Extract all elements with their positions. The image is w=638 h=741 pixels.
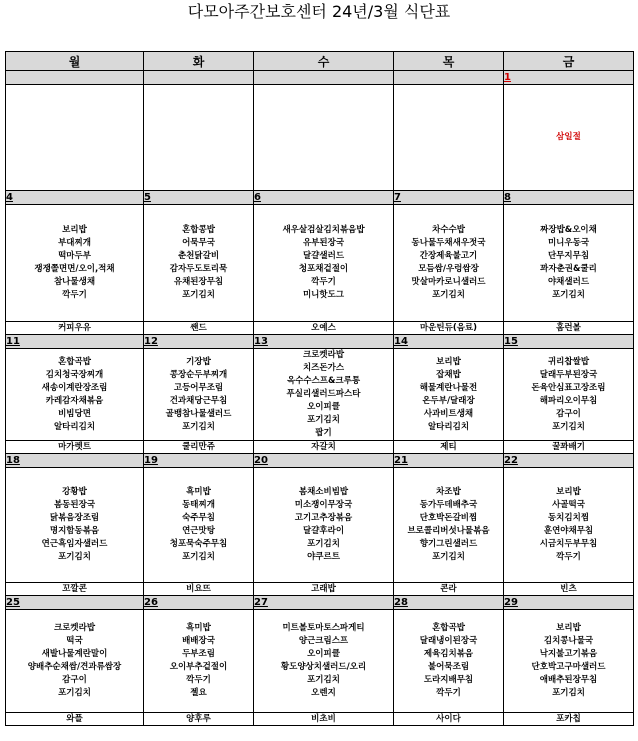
menu-item: 향기그린샐러드 (419, 539, 478, 549)
date-cell: 1 (504, 71, 634, 85)
menu-item: 닭볶음장조림 (49, 513, 100, 523)
menu-item: 낙지불고기볶음 (539, 649, 598, 659)
menu-item: 새발나물계란말이 (41, 649, 108, 659)
menu-cell (254, 610, 394, 713)
menu-item: 흑미밥 (186, 623, 211, 633)
menu-cell (394, 610, 504, 713)
menu-item: 김치콩나물국 (543, 636, 594, 646)
date-cell: 18 (6, 454, 144, 468)
date-cell: 7 (394, 191, 504, 205)
menu-item: 보리밥 (556, 487, 581, 497)
menu-item: 동치김치찜 (547, 513, 590, 523)
menu-cell (254, 205, 394, 322)
menu-item: 숙주무침 (182, 513, 215, 523)
date-cell: 5 (144, 191, 254, 205)
menu-item: 건과채당근무침 (169, 395, 228, 406)
snack-cell: 와플 (6, 713, 144, 726)
menu-item: 고등어무조림 (173, 382, 224, 393)
menu-item: 포기김치 (182, 290, 215, 300)
menu-item: 미니핫도그 (302, 290, 345, 300)
menu-item: 황도양상치샐러드/오리 (280, 662, 367, 672)
menu-item: 애배추된장무침 (539, 675, 598, 685)
menu-item: 크로켓라밥 (53, 623, 96, 633)
menu-item: 젤요 (190, 688, 207, 698)
menu-item: 야쿠르트 (307, 552, 340, 562)
menu-item: 달걀샐러드 (302, 251, 345, 261)
menu-item: 감자두도토리묵 (169, 264, 228, 274)
menu-item: 포기김치 (58, 688, 91, 698)
menu-cell (394, 205, 504, 322)
snack-cell: 양후루 (144, 713, 254, 726)
menu-item: 연근흑임자샐러드 (41, 539, 108, 549)
date-cell: 22 (504, 454, 634, 468)
date-cell: 25 (6, 596, 144, 610)
menu-cell (6, 468, 144, 583)
menu-item: 기장밥 (186, 356, 211, 367)
menu-item: 오렌지 (311, 688, 336, 698)
menu-item: 미트볼토마토스파게티 (282, 623, 365, 633)
menu-item: 삼일절 (556, 132, 581, 142)
snack-cell: 포카칩 (504, 713, 634, 726)
menu-cell (394, 349, 504, 441)
menu-cell (504, 610, 634, 713)
menu-item: 달걀후라이 (302, 526, 345, 536)
menu-item: 떡마두부 (58, 251, 91, 261)
menu-item: 카레감자채볶음 (45, 395, 104, 406)
menu-item: 참나물생채 (53, 277, 96, 287)
menu-item: 유채된장무침 (173, 277, 224, 287)
menu-item: 봄동된장국 (53, 500, 96, 510)
menu-item: 깍두기 (311, 277, 336, 287)
menu-item: 돈육안심표고장조림 (531, 382, 606, 393)
menu-item: 배배장국 (182, 636, 215, 646)
menu-item: 양근크림스프 (298, 636, 349, 646)
menu-item: 골뱅참나물샐러드 (165, 408, 232, 419)
menu-cell (6, 349, 144, 441)
snack-cell: 커피우유 (6, 322, 144, 335)
menu-item: 미니우동국 (547, 238, 590, 248)
menu-item: 시금치두부무침 (539, 539, 598, 549)
menu-item: 불어묵조림 (427, 662, 470, 672)
menu-item: 깍두기 (436, 688, 461, 698)
menu-cell (144, 205, 254, 322)
menu-item: 포기김치 (307, 415, 340, 425)
menu-item: 혼합곡밥 (58, 356, 91, 367)
menu-item: 비빔당면 (58, 408, 91, 419)
menu-cell (394, 468, 504, 583)
date-cell: 6 (254, 191, 394, 205)
menu-cell (254, 468, 394, 583)
menu-item: 온두부/달래장 (422, 395, 475, 406)
menu-item: 두부조림 (182, 649, 215, 659)
menu-cell (144, 85, 254, 191)
menu-item: 흑미밥 (186, 487, 211, 497)
snack-cell: 비요뜨 (144, 583, 254, 596)
menu-item: 유부된장국 (302, 238, 345, 248)
menu-item: 깍두기 (186, 675, 211, 685)
menu-item: 보리밥 (556, 623, 581, 633)
menu-item: 포기김치 (432, 290, 465, 300)
menu-cell (504, 205, 634, 322)
menu-item: 동가두데배추국 (419, 500, 478, 510)
menu-item: 브로콜리버섯나물볶음 (407, 526, 490, 536)
day-header: 목 (394, 52, 504, 71)
menu-cell (144, 349, 254, 441)
date-cell: 8 (504, 191, 634, 205)
menu-cell (504, 349, 634, 441)
snack-cell: 쿨리만쥬 (144, 441, 254, 454)
date-cell (254, 71, 394, 85)
date-cell (394, 71, 504, 85)
date-cell: 14 (394, 335, 504, 349)
menu-item: 포기김치 (552, 688, 585, 698)
menu-item: 청포묵숙주무침 (169, 539, 228, 549)
menu-cell (144, 468, 254, 583)
menu-item: 깍두기 (62, 290, 87, 300)
menu-item: 포기김치 (307, 539, 340, 549)
menu-item: 새송이계란장조림 (41, 382, 108, 393)
date-cell: 26 (144, 596, 254, 610)
snack-cell: 비초비 (254, 713, 394, 726)
menu-item: 맛살마카로니샐러드 (411, 277, 486, 287)
menu-item: 혼합콩밥 (182, 225, 215, 235)
menu-item: 달래냉이된장국 (419, 636, 478, 646)
date-cell: 15 (504, 335, 634, 349)
menu-item: 깍두기 (556, 552, 581, 562)
menu-item: 동나물두채새우젓국 (411, 238, 486, 248)
date-cell: 27 (254, 596, 394, 610)
menu-cell (6, 610, 144, 713)
date-cell: 12 (144, 335, 254, 349)
menu-item: 차조밥 (436, 487, 461, 497)
menu-item: 잡채밥 (436, 369, 461, 380)
menu-item: 떡국 (66, 636, 83, 646)
date-cell: 20 (254, 454, 394, 468)
menu-item: 단호박고구마샐러드 (531, 662, 606, 672)
date-cell: 4 (6, 191, 144, 205)
date-cell: 11 (6, 335, 144, 349)
snack-cell: 꼬깔콘 (6, 583, 144, 596)
snack-cell: 꿀꽈배기 (504, 441, 634, 454)
menu-cell (504, 85, 634, 191)
day-header: 금 (504, 52, 634, 71)
menu-item: 사과비트생채 (423, 408, 474, 419)
menu-item: 미소쟁이무장국 (294, 500, 353, 510)
menu-item: 간장제육불고기 (419, 251, 478, 261)
snack-cell: 오예스 (254, 322, 394, 335)
day-header: 월 (6, 52, 144, 71)
date-cell: 13 (254, 335, 394, 349)
menu-item: 고기고추장볶음 (294, 513, 353, 523)
menu-cell (6, 85, 144, 191)
snack-cell: 마운틴듀(음료) (394, 322, 504, 335)
menu-cell (254, 349, 394, 441)
menu-item: 오이피클 (307, 649, 340, 659)
date-cell: 29 (504, 596, 634, 610)
menu-item: 춘천닭갈비 (177, 251, 220, 261)
menu-item: 감구이 (556, 408, 581, 419)
menu-item: 크로켓라밥 (302, 350, 345, 360)
menu-item: 팝기 (315, 428, 332, 438)
menu-item: 해파리오이무침 (539, 395, 598, 406)
menu-cell (504, 468, 634, 583)
menu-item: 포기김치 (432, 552, 465, 562)
menu-item: 달래두부된장국 (539, 369, 598, 380)
day-header: 수 (254, 52, 394, 71)
menu-item: 포기김치 (552, 421, 585, 432)
menu-item: 짜장밥&오이채 (540, 225, 597, 235)
menu-item: 훈연야채무침 (543, 526, 594, 536)
date-cell: 28 (394, 596, 504, 610)
page-title: 다모아주간보호센터 24년/3월 식단표 (187, 2, 451, 21)
menu-item: 부대찌개 (58, 238, 91, 248)
menu-item: 푸실리샐러드파스타 (286, 389, 361, 399)
date-cell (6, 71, 144, 85)
menu-item: 단호박돈갈비찜 (419, 513, 478, 523)
menu-item: 치즈돈가스 (302, 363, 345, 373)
menu-item: 귀리찹쌀밥 (547, 356, 590, 367)
menu-item: 강황밥 (62, 487, 87, 497)
menu-item: 포기김치 (307, 675, 340, 685)
menu-cell (394, 85, 504, 191)
menu-cell (144, 610, 254, 713)
menu-cell (6, 205, 144, 322)
menu-item: 연근맛탕 (182, 526, 215, 536)
menu-item: 야채샐러드 (547, 277, 590, 287)
menu-item: 포기김치 (182, 421, 215, 432)
menu-item: 명지함동볶음 (49, 526, 100, 536)
snack-cell: 고래밥 (254, 583, 394, 596)
snack-cell: 사이다 (394, 713, 504, 726)
menu-item: 옥수수스프&크루통 (286, 376, 361, 386)
snack-cell: 콘라 (394, 583, 504, 596)
menu-item: 김치청국장찌개 (45, 369, 104, 380)
menu-item: 차수수밥 (432, 225, 465, 235)
menu-item: 꽈자춘권&쿨리 (540, 264, 597, 274)
snack-cell: 마가렛트 (6, 441, 144, 454)
snack-cell: 쌘드 (144, 322, 254, 335)
menu-item: 알타리김치 (427, 421, 470, 432)
day-header: 화 (144, 52, 254, 71)
date-cell (144, 71, 254, 85)
menu-item: 어묵무국 (182, 238, 215, 248)
menu-item: 보리밥 (62, 225, 87, 235)
menu-item: 포기김치 (552, 290, 585, 300)
snack-cell: 자갈치 (254, 441, 394, 454)
menu-item: 제육김치볶음 (423, 649, 474, 659)
date-cell: 19 (144, 454, 254, 468)
menu-item: 콩장순두부찌개 (169, 369, 228, 380)
snack-cell: 빈츠 (504, 583, 634, 596)
menu-item: 오이피클 (307, 402, 340, 412)
menu-item: 보리밥 (436, 356, 461, 367)
menu-item: 새우살검살김치볶음밥 (282, 225, 365, 235)
menu-item: 포기김치 (182, 552, 215, 562)
menu-item: 사골떡국 (552, 500, 585, 510)
menu-item: 감구이 (62, 675, 87, 685)
menu-table (5, 51, 634, 726)
menu-item: 쟁쟁쫄면면/오이,적채 (34, 264, 115, 274)
date-cell: 21 (394, 454, 504, 468)
menu-item: 모듬쌈/우렁쌈장 (418, 264, 479, 274)
menu-item: 단무지무침 (547, 251, 590, 261)
menu-item: 알타리김치 (53, 421, 96, 432)
menu-item: 양배추순채쌈/견과류쌈장 (27, 662, 122, 672)
menu-item: 봄채소비빔밥 (298, 487, 349, 497)
menu-item: 청포채겉절이 (298, 264, 349, 274)
menu-item: 혼합곡밥 (432, 623, 465, 633)
menu-item: 해물계란나물전 (419, 382, 478, 393)
menu-item: 오이부추겉절이 (169, 662, 228, 672)
menu-item: 도라지배무침 (423, 675, 474, 685)
snack-cell: 제티 (394, 441, 504, 454)
snack-cell: 홈런볼 (504, 322, 634, 335)
menu-item: 포기김치 (58, 552, 91, 562)
menu-cell (254, 85, 394, 191)
menu-item: 동태찌개 (182, 500, 215, 510)
